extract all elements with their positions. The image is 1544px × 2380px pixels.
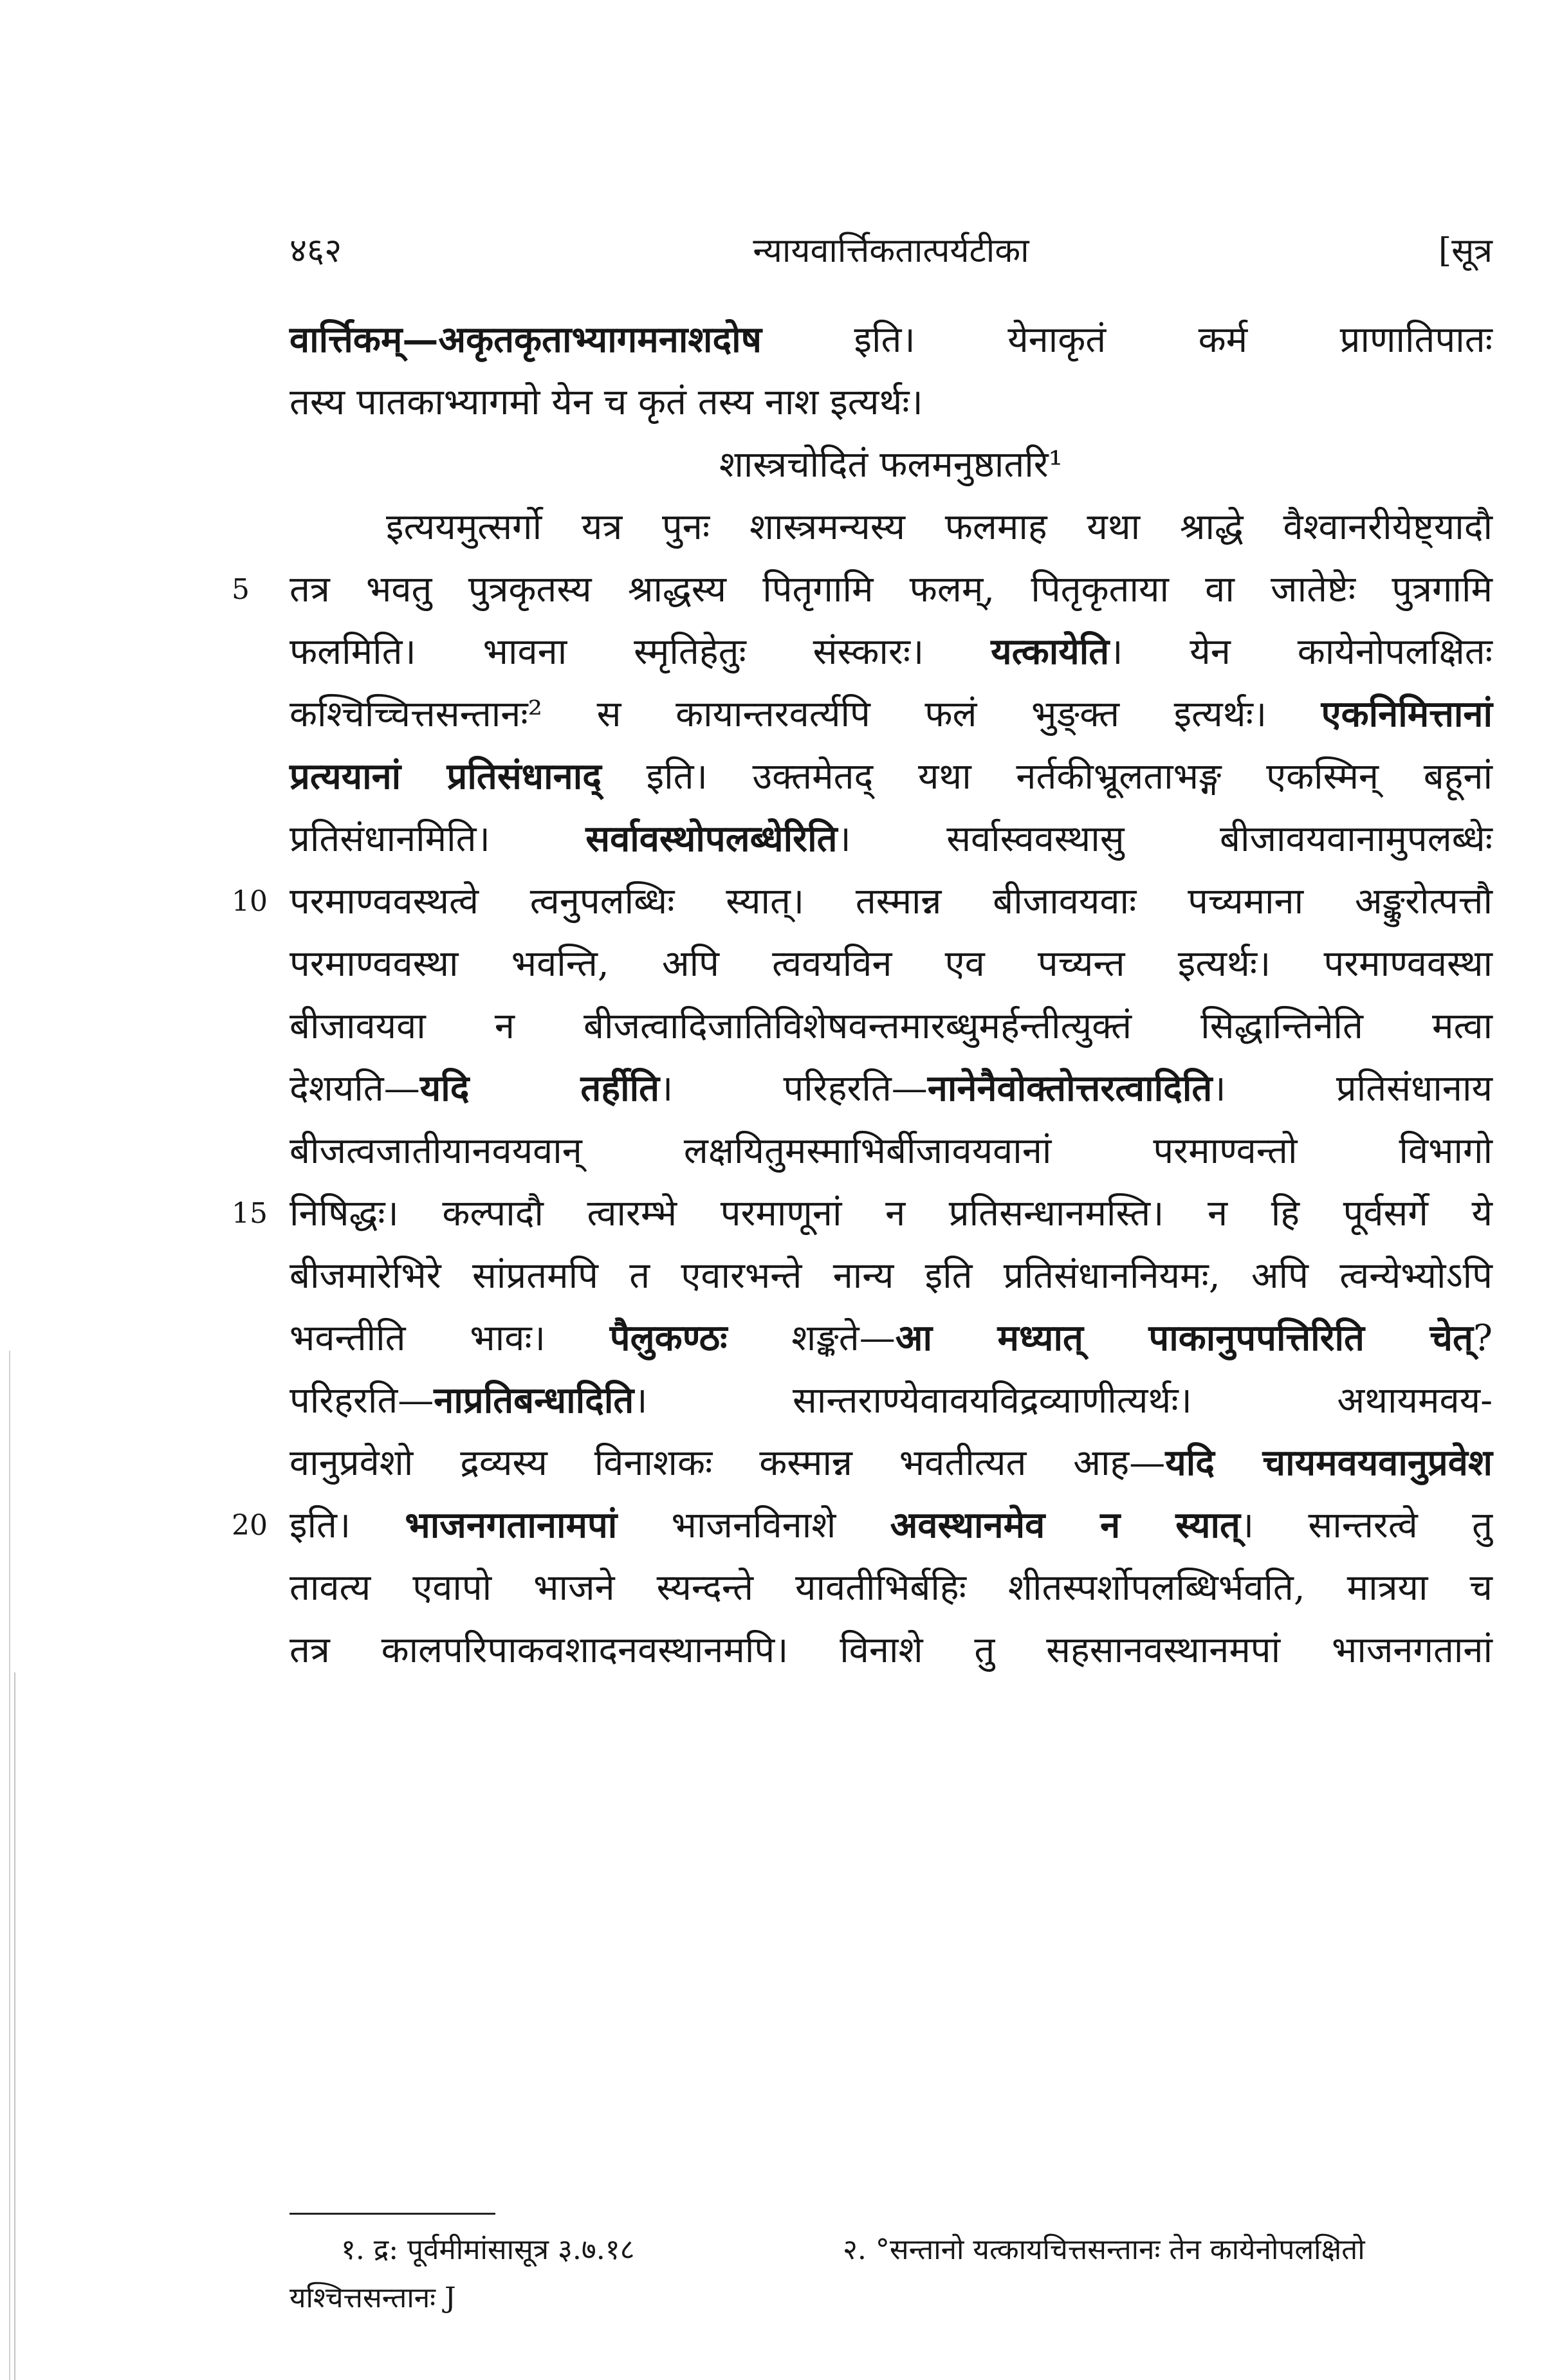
footnote-2-continuation: यश्चित्तसन्तानः J bbox=[290, 2282, 456, 2314]
text-segment: तस्य पातकाभ्यागमो येन च कृतं तस्य नाश इत्यर्थः। bbox=[290, 381, 923, 423]
running-header bbox=[290, 226, 1493, 278]
line-number: 10 bbox=[232, 885, 268, 918]
footnote-2: २. °सन्तानो यत्कायचित्तसन्तानः तेन कायेनोपलक्षितो bbox=[843, 2233, 1365, 2266]
text-segment: । परिहरति— bbox=[659, 1068, 928, 1110]
text-segment: शङ्कते— bbox=[727, 1317, 896, 1359]
text-line bbox=[290, 995, 1493, 1057]
text-segment: तावत्य एवापो भाजने स्यन्दन्ते यावतीभिर्बहिः शीतस्पर्शोपलब्धिर्भवति, मात्रया च bbox=[290, 1567, 1493, 1609]
text-line bbox=[290, 434, 1493, 496]
footnote-rule bbox=[290, 2213, 495, 2215]
bold-lemma: नाप्रतिबन्धादिति bbox=[434, 1379, 634, 1422]
text-line bbox=[290, 1619, 1493, 1681]
footnotes bbox=[290, 2226, 1493, 2314]
footnote-row bbox=[290, 2226, 1493, 2314]
text-segment: परमाण्ववस्थत्वे त्वनुपलब्धिः स्यात्। तस्मान्न बीजावयवाः पच्यमाना अङ्कुरोत्पत्तौ bbox=[290, 881, 1493, 922]
text-segment: इति। येनाकृतं कर्म प्राणातिपातः bbox=[762, 319, 1493, 361]
text-line bbox=[290, 683, 1493, 746]
text-line bbox=[232, 1182, 1493, 1245]
text-line bbox=[290, 1057, 1493, 1120]
main-text bbox=[232, 309, 1493, 1681]
bold-lemma: यत्कायेति bbox=[991, 630, 1110, 673]
text-segment: । येन कायेनोपलक्षितः bbox=[1109, 631, 1493, 673]
text-segment: । सान्तरत्वे तु bbox=[1240, 1505, 1493, 1546]
line-number: 20 bbox=[232, 1509, 268, 1542]
text-segment: बीजावयवा न बीजत्वादिजातिविशेषवन्तमारब्धुमर्हन्तीत्युक्तं सिद्धान्तिनेति मत्वा bbox=[290, 1005, 1493, 1047]
bold-lemma: यदि तर्हीति bbox=[419, 1067, 659, 1110]
text-line bbox=[290, 1120, 1493, 1182]
text-segment: तत्र भवतु पुत्रकृतस्य श्राद्धस्य पितृगामि फलम्, पितृकृताया वा जातेष्टेः पुत्रगामि bbox=[290, 569, 1493, 610]
bold-lemma: आ मध्यात् पाकानुपपत्तिरिति चेत् bbox=[895, 1317, 1473, 1359]
text-line bbox=[290, 1432, 1493, 1494]
text-segment: कश्चिच्चित्तसन्तानः² स कायान्तरवर्त्यपि फलं भुङ्क्त इत्यर्थः। bbox=[290, 693, 1321, 735]
text-segment: वानुप्रवेशो द्रव्यस्य विनाशकः कस्मान्न भवतीत्यत आह— bbox=[290, 1442, 1166, 1484]
bold-lemma: सर्वावस्थोपलब्धेरिति bbox=[585, 818, 838, 860]
text-segment: । सान्तराण्येवावयविद्रव्याणीत्यर्थः। अथायमवय- bbox=[634, 1380, 1493, 1422]
running-title: न्यायवार्त्तिकतात्पर्यटीका bbox=[753, 232, 1029, 270]
text-segment: भाजनविनाशे bbox=[617, 1505, 890, 1546]
text-segment: । प्रतिसंधानाय bbox=[1212, 1068, 1493, 1110]
text-line bbox=[290, 309, 1493, 371]
text-line bbox=[290, 1557, 1493, 1619]
section-label: [सूत्र bbox=[1438, 232, 1493, 270]
text-segment: परिहरति— bbox=[290, 1380, 434, 1422]
text-line bbox=[232, 558, 1493, 621]
text-segment: परमाण्ववस्था भवन्ति, अपि त्ववयविन एव पच्यन्त इत्यर्थः। परमाण्ववस्था bbox=[290, 943, 1493, 985]
text-segment: शास्त्रचोदितं फलमनुष्ठातरि¹ bbox=[719, 444, 1063, 486]
text-segment: भवन्तीति भावः। bbox=[290, 1317, 610, 1359]
text-segment: । सर्वास्ववस्थासु बीजावयवानामुपलब्धेः bbox=[837, 818, 1493, 860]
text-line bbox=[290, 746, 1493, 808]
bold-lemma: वार्त्तिकम्—अकृतकृताभ्यागमनाशदोष bbox=[290, 318, 762, 361]
bold-lemma: पैलुकण्ठः bbox=[609, 1317, 728, 1359]
bold-lemma: यदि चायमवयवानुप्रवेश bbox=[1165, 1442, 1493, 1484]
text-line bbox=[232, 870, 1493, 933]
text-segment: तत्र कालपरिपाकवशादनवस्थानमपि। विनाशे तु सहसानवस्थानमपां भाजनगतानां bbox=[290, 1629, 1493, 1671]
scan-gutter-line bbox=[0, 1351, 10, 2380]
text-line bbox=[290, 371, 1493, 434]
page-number: ४६२ bbox=[290, 232, 342, 270]
text-line bbox=[290, 621, 1493, 683]
text-line bbox=[290, 1369, 1493, 1432]
bold-lemma: अवस्थानमेव न स्यात् bbox=[890, 1504, 1240, 1546]
text-line bbox=[290, 496, 1493, 558]
text-segment: निषिद्धः। कल्पादौ त्वारम्भे परमाणूनां न प्रतिसन्धानमस्ति। न हि पूर्वसर्गे ये bbox=[290, 1193, 1493, 1234]
text-segment: इत्ययमुत्सर्गो यत्र पुनः शास्त्रमन्यस्य फलमाह यथा श्राद्धे वैश्वानरीयेष्ट्यादौ bbox=[386, 506, 1493, 548]
text-line bbox=[290, 933, 1493, 995]
line-number: 15 bbox=[232, 1197, 268, 1230]
line-number: 5 bbox=[232, 573, 250, 606]
scan-gutter-line bbox=[14, 1672, 15, 2380]
text-line bbox=[232, 1494, 1493, 1557]
bold-lemma: प्रत्ययानां प्रतिसंधानाद् bbox=[290, 755, 602, 798]
text-segment: फलमिति। भावना स्मृतिहेतुः संस्कारः। bbox=[290, 631, 991, 673]
text-line bbox=[290, 1245, 1493, 1307]
text-segment: प्रतिसंधानमिति। bbox=[290, 818, 586, 860]
bold-lemma: भाजनगतानामपां bbox=[405, 1504, 618, 1546]
text-segment: इति। bbox=[290, 1505, 405, 1546]
footnote-1: १. द्र: पूर्वमीमांसासूत्र ३.७.१८ bbox=[341, 2233, 635, 2266]
text-segment: ? bbox=[1473, 1317, 1493, 1359]
text-segment: इति। उक्तमेतद् यथा नर्तकीभ्रूलताभङ्ग एकस्मिन् बहूनां bbox=[601, 756, 1493, 798]
text-line bbox=[290, 808, 1493, 870]
bold-lemma: नानेनैवोक्तोत्तरत्वादिति bbox=[927, 1067, 1213, 1110]
text-segment: बीजत्वजातीयानवयवान् लक्षयितुमस्माभिर्बीजावयवानां परमाण्वन्तो विभागो bbox=[290, 1130, 1493, 1172]
text-line bbox=[290, 1307, 1493, 1369]
text-segment: देशयति— bbox=[290, 1068, 420, 1110]
text-segment: बीजमारेभिरे सांप्रतमपि त एवारभन्ते नान्य इति प्रतिसंधाननियमः, अपि त्वन्येभ्योऽपि bbox=[290, 1255, 1493, 1297]
bold-lemma: एकनिमित्तानां bbox=[1321, 693, 1493, 735]
